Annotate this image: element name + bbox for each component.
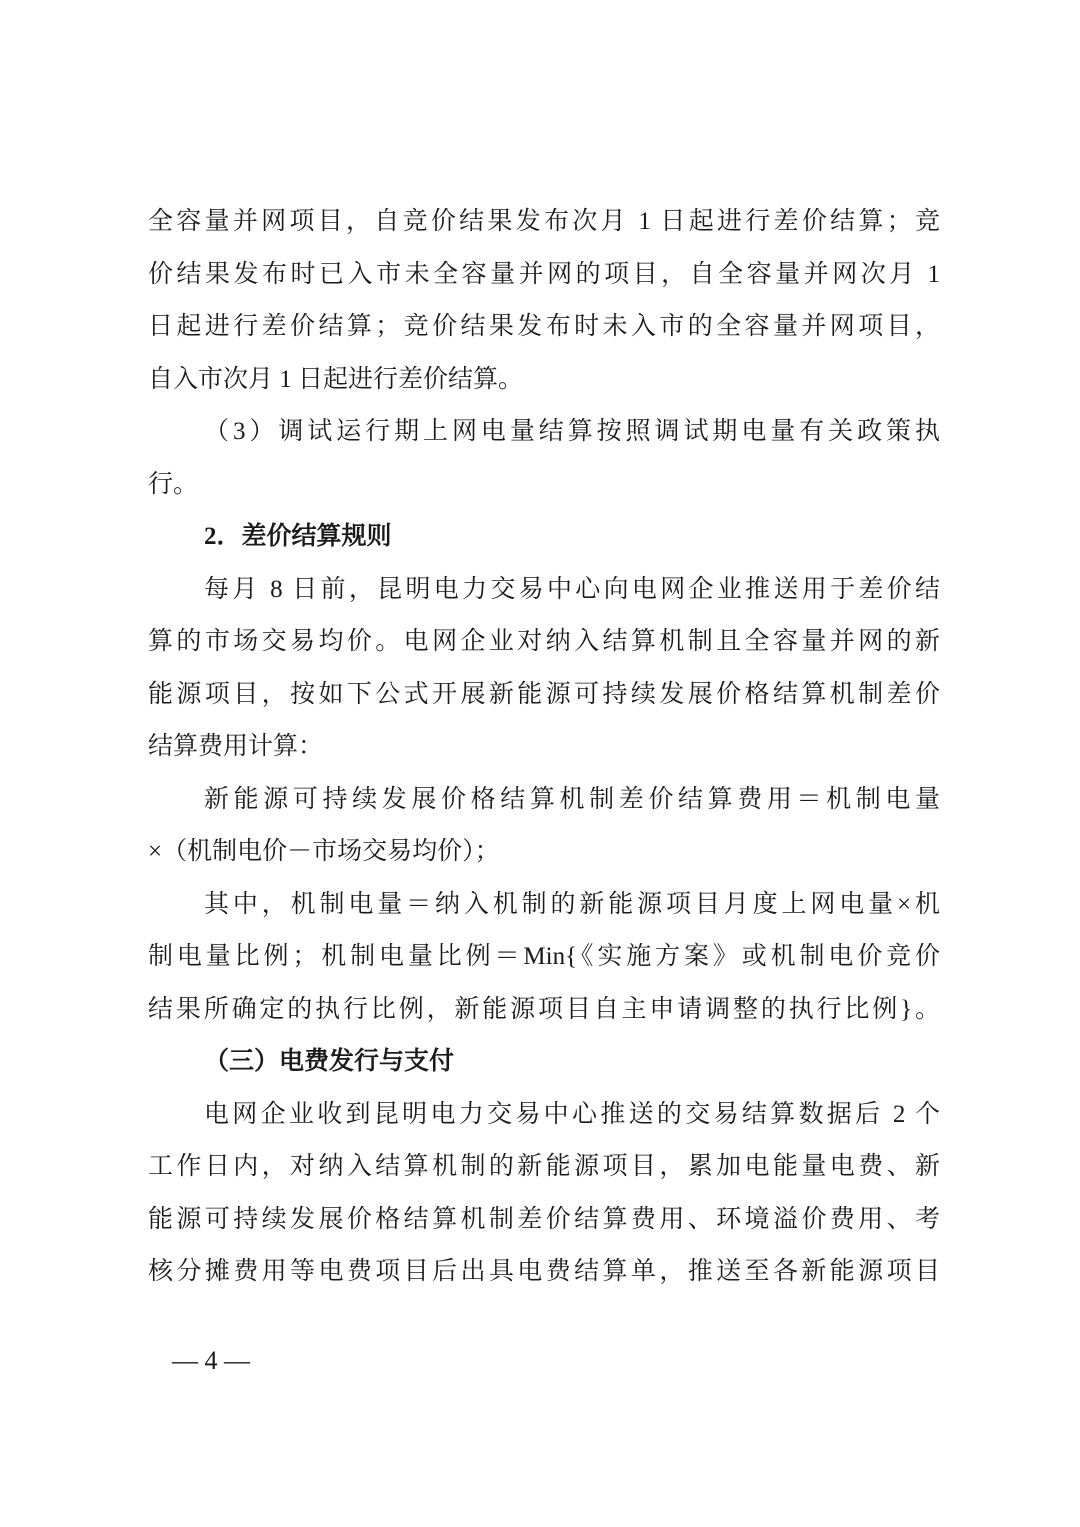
text-line: 结果所确定的执行比例，新能源项目自主申请调整的执行比例}。 (148, 995, 940, 1023)
text-line: ×（机制电价－市场交易均价）； (148, 838, 500, 865)
text-line: 能源项目，按如下公式开展新能源可持续发展价格结算机制差价 (148, 680, 940, 708)
text-line: 行。 (148, 470, 199, 498)
text-line: 核分摊费用等电费项目后出具电费结算单，推送至各新能源项目 (148, 1258, 940, 1285)
page-number: — 4 — (172, 1346, 250, 1375)
text-line: 制电量比例；机制电量比例＝Min{《实施方案》或机制电价竞价 (148, 943, 940, 970)
text-line: 电网企业收到昆明电力交易中心推送的交易结算数据后 2 个 (204, 1100, 940, 1128)
text-line: 能源可持续发展价格结算机制差价结算费用、环境溢价费用、考 (148, 1205, 940, 1233)
text-line: 工作日内，对纳入结算机制的新能源项目，累加电能量电费、新 (148, 1153, 940, 1180)
text-line: 全容量并网项目，自竞价结果发布次月 1 日起进行差价结算；竞 (148, 208, 940, 235)
section-heading: （三）电费发行与支付 (204, 1048, 455, 1075)
section-heading: 2．差价结算规则 (204, 523, 392, 550)
text-line: 日起进行差价结算；竞价结果发布时未入市的全容量并网项目， (148, 313, 940, 340)
text-line: 价结果发布时已入市未全容量并网的项目，自全容量并网次月 1 (148, 260, 940, 288)
text-line: （3）调试运行期上网电量结算按照调试期电量有关政策执 (204, 418, 940, 445)
text-line: 新能源可持续发展价格结算机制差价结算费用＝机制电量 (204, 785, 940, 813)
text-line: 其中，机制电量＝纳入机制的新能源项目月度上网电量×机 (204, 890, 940, 918)
text-line: 自入市次月 1 日起进行差价结算。 (148, 365, 524, 393)
text-line: 算的市场交易均价。电网企业对纳入结算机制且全容量并网的新 (148, 628, 940, 655)
text-line: 结算费用计算： (148, 733, 324, 760)
text-line: 每月 8 日前，昆明电力交易中心向电网企业推送用于差价结 (204, 575, 940, 603)
